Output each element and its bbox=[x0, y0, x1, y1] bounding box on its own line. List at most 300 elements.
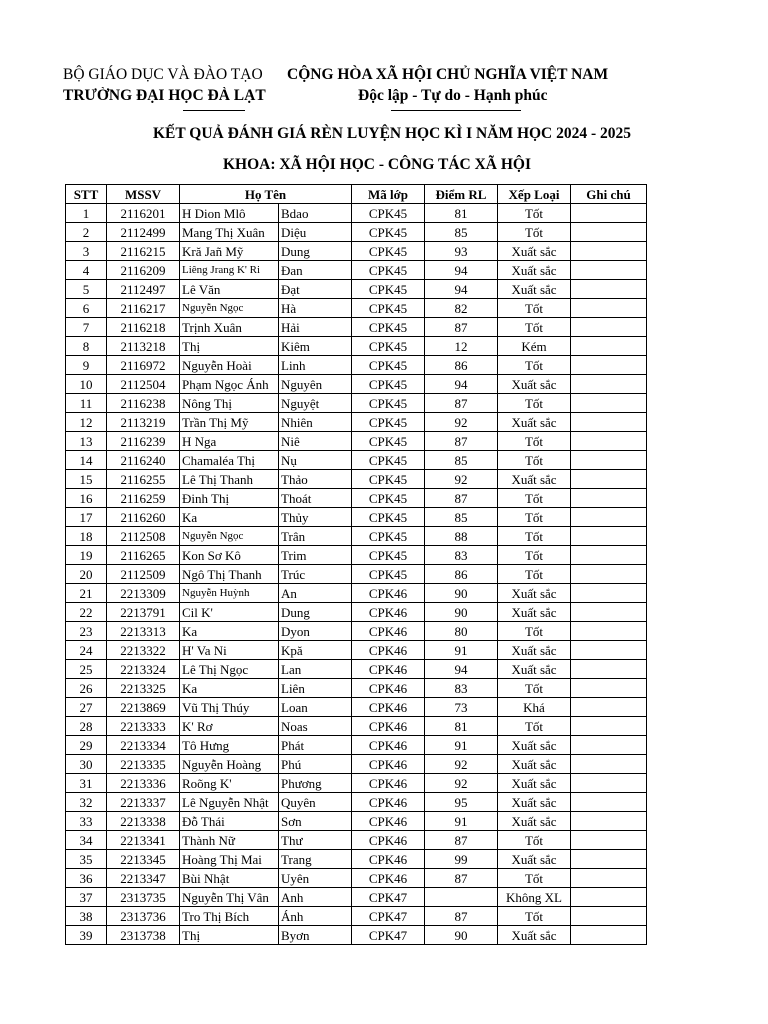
cell-mssv: 2116255 bbox=[107, 470, 180, 489]
cell-ghi-chu bbox=[571, 242, 647, 261]
cell-stt: 7 bbox=[66, 318, 107, 337]
cell-mssv: 2213336 bbox=[107, 774, 180, 793]
cell-ho: Nguyễn Hoài bbox=[180, 356, 279, 375]
cell-diem-rl bbox=[425, 888, 498, 907]
cell-diem-rl: 86 bbox=[425, 356, 498, 375]
cell-xep-loai: Tốt bbox=[498, 204, 571, 223]
cell-ten: Ánh bbox=[279, 907, 352, 926]
cell-ma-lop: CPK46 bbox=[352, 869, 425, 888]
cell-ten: Trang bbox=[279, 850, 352, 869]
cell-ten: Phát bbox=[279, 736, 352, 755]
cell-ma-lop: CPK46 bbox=[352, 660, 425, 679]
header-left-underline bbox=[183, 110, 245, 111]
cell-ten: Hà bbox=[279, 299, 352, 318]
cell-ten: Đạt bbox=[279, 280, 352, 299]
cell-ma-lop: CPK45 bbox=[352, 318, 425, 337]
cell-xep-loai: Tốt bbox=[498, 223, 571, 242]
cell-xep-loai: Không XL bbox=[498, 888, 571, 907]
cell-stt: 35 bbox=[66, 850, 107, 869]
document-title: KẾT QUẢ ĐÁNH GIÁ RÈN LUYỆN HỌC KÌ I NĂM HỌC 2024 - 2025 bbox=[152, 125, 632, 142]
table-row bbox=[66, 337, 647, 356]
cell-mssv: 2116201 bbox=[107, 204, 180, 223]
cell-diem-rl: 85 bbox=[425, 223, 498, 242]
cell-stt: 39 bbox=[66, 926, 107, 945]
cell-ma-lop: CPK47 bbox=[352, 907, 425, 926]
cell-mssv: 2213341 bbox=[107, 831, 180, 850]
cell-diem-rl: 90 bbox=[425, 603, 498, 622]
cell-stt: 38 bbox=[66, 907, 107, 926]
cell-ho: Nguyễn Thị Vân bbox=[180, 888, 279, 907]
cell-diem-rl: 91 bbox=[425, 736, 498, 755]
cell-ghi-chu bbox=[571, 869, 647, 888]
cell-ten: Phú bbox=[279, 755, 352, 774]
cell-xep-loai: Xuất sắc bbox=[498, 774, 571, 793]
table-row bbox=[66, 622, 647, 641]
cell-mssv: 2116238 bbox=[107, 394, 180, 413]
cell-ho: Nguyễn Ngọc bbox=[180, 527, 279, 546]
cell-ma-lop: CPK46 bbox=[352, 774, 425, 793]
cell-stt: 2 bbox=[66, 223, 107, 242]
table-row bbox=[66, 413, 647, 432]
cell-ten: Thoát bbox=[279, 489, 352, 508]
cell-stt: 31 bbox=[66, 774, 107, 793]
cell-diem-rl: 87 bbox=[425, 432, 498, 451]
cell-ghi-chu bbox=[571, 774, 647, 793]
cell-ghi-chu bbox=[571, 527, 647, 546]
cell-ten: Phương bbox=[279, 774, 352, 793]
cell-ho: Phạm Ngọc Ánh bbox=[180, 375, 279, 394]
cell-ten: Trân bbox=[279, 527, 352, 546]
cell-diem-rl: 93 bbox=[425, 242, 498, 261]
cell-mssv: 2116259 bbox=[107, 489, 180, 508]
cell-stt: 37 bbox=[66, 888, 107, 907]
cell-ten: Thảo bbox=[279, 470, 352, 489]
cell-ma-lop: CPK46 bbox=[352, 584, 425, 603]
cell-xep-loai: Tốt bbox=[498, 565, 571, 584]
table-row bbox=[66, 242, 647, 261]
cell-ghi-chu bbox=[571, 489, 647, 508]
cell-stt: 4 bbox=[66, 261, 107, 280]
cell-ghi-chu bbox=[571, 565, 647, 584]
cell-diem-rl: 94 bbox=[425, 375, 498, 394]
cell-ho: Nông Thị bbox=[180, 394, 279, 413]
column-header-mssv: MSSV bbox=[107, 185, 180, 204]
table-row bbox=[66, 812, 647, 831]
cell-stt: 25 bbox=[66, 660, 107, 679]
cell-xep-loai: Xuất sắc bbox=[498, 736, 571, 755]
cell-stt: 17 bbox=[66, 508, 107, 527]
cell-ma-lop: CPK45 bbox=[352, 565, 425, 584]
cell-stt: 5 bbox=[66, 280, 107, 299]
cell-diem-rl: 90 bbox=[425, 926, 498, 945]
cell-ho: Kon Sơ Kô bbox=[180, 546, 279, 565]
cell-ho: Lê Văn bbox=[180, 280, 279, 299]
table-row bbox=[66, 755, 647, 774]
cell-ten: Nguyệt bbox=[279, 394, 352, 413]
header-motto: Độc lập - Tự do - Hạnh phúc bbox=[358, 87, 548, 104]
cell-xep-loai: Tốt bbox=[498, 717, 571, 736]
cell-xep-loai: Xuất sắc bbox=[498, 793, 571, 812]
cell-ten: Linh bbox=[279, 356, 352, 375]
cell-ghi-chu bbox=[571, 584, 647, 603]
cell-ten: Liên bbox=[279, 679, 352, 698]
cell-stt: 34 bbox=[66, 831, 107, 850]
table-row bbox=[66, 318, 647, 337]
table-row bbox=[66, 603, 647, 622]
cell-ghi-chu bbox=[571, 736, 647, 755]
cell-stt: 8 bbox=[66, 337, 107, 356]
cell-ma-lop: CPK45 bbox=[352, 204, 425, 223]
cell-ho: Thị bbox=[180, 926, 279, 945]
cell-ho: H Dion Mlô bbox=[180, 204, 279, 223]
cell-diem-rl: 87 bbox=[425, 907, 498, 926]
cell-diem-rl: 87 bbox=[425, 869, 498, 888]
cell-ho: Lê Nguyễn Nhật bbox=[180, 793, 279, 812]
cell-mssv: 2213791 bbox=[107, 603, 180, 622]
cell-ho: Roõng K' bbox=[180, 774, 279, 793]
table-row bbox=[66, 717, 647, 736]
cell-mssv: 2113218 bbox=[107, 337, 180, 356]
cell-ma-lop: CPK45 bbox=[352, 375, 425, 394]
cell-ma-lop: CPK45 bbox=[352, 394, 425, 413]
cell-stt: 30 bbox=[66, 755, 107, 774]
cell-xep-loai: Tốt bbox=[498, 318, 571, 337]
cell-mssv: 2213333 bbox=[107, 717, 180, 736]
cell-ma-lop: CPK45 bbox=[352, 337, 425, 356]
cell-stt: 23 bbox=[66, 622, 107, 641]
cell-ho: Ka bbox=[180, 622, 279, 641]
cell-xep-loai: Xuất sắc bbox=[498, 850, 571, 869]
cell-diem-rl: 92 bbox=[425, 774, 498, 793]
cell-ho: Mang Thị Xuân bbox=[180, 223, 279, 242]
cell-ghi-chu bbox=[571, 204, 647, 223]
document-subtitle: KHOA: XÃ HỘI HỌC - CÔNG TÁC XÃ HỘI bbox=[222, 156, 531, 173]
table-row bbox=[66, 489, 647, 508]
cell-ma-lop: CPK45 bbox=[352, 432, 425, 451]
cell-ma-lop: CPK46 bbox=[352, 641, 425, 660]
cell-ghi-chu bbox=[571, 318, 647, 337]
cell-xep-loai: Tốt bbox=[498, 299, 571, 318]
cell-ho: Kră Jañ Mỹ bbox=[180, 242, 279, 261]
cell-ho: Tô Hưng bbox=[180, 736, 279, 755]
cell-mssv: 2213335 bbox=[107, 755, 180, 774]
cell-ghi-chu bbox=[571, 280, 647, 299]
cell-xep-loai: Xuất sắc bbox=[498, 375, 571, 394]
table-header-row bbox=[66, 185, 647, 204]
cell-ma-lop: CPK45 bbox=[352, 470, 425, 489]
cell-xep-loai: Xuất sắc bbox=[498, 603, 571, 622]
cell-mssv: 2213309 bbox=[107, 584, 180, 603]
cell-ten: Dyon bbox=[279, 622, 352, 641]
cell-ho: Lê Thị Ngọc bbox=[180, 660, 279, 679]
table-row bbox=[66, 565, 647, 584]
cell-ten: Byơn bbox=[279, 926, 352, 945]
cell-xep-loai: Tốt bbox=[498, 527, 571, 546]
table-row bbox=[66, 926, 647, 945]
cell-xep-loai: Xuất sắc bbox=[498, 413, 571, 432]
cell-ho: Thị bbox=[180, 337, 279, 356]
cell-ghi-chu bbox=[571, 698, 647, 717]
cell-ma-lop: CPK45 bbox=[352, 413, 425, 432]
table-row bbox=[66, 356, 647, 375]
cell-ghi-chu bbox=[571, 603, 647, 622]
cell-xep-loai: Khá bbox=[498, 698, 571, 717]
cell-ghi-chu bbox=[571, 793, 647, 812]
table-row bbox=[66, 451, 647, 470]
cell-mssv: 2116217 bbox=[107, 299, 180, 318]
cell-xep-loai: Tốt bbox=[498, 394, 571, 413]
cell-diem-rl: 85 bbox=[425, 451, 498, 470]
cell-diem-rl: 90 bbox=[425, 584, 498, 603]
table-row bbox=[66, 793, 647, 812]
cell-stt: 15 bbox=[66, 470, 107, 489]
cell-stt: 28 bbox=[66, 717, 107, 736]
cell-ho: H' Va Ni bbox=[180, 641, 279, 660]
cell-ho: Trịnh Xuân bbox=[180, 318, 279, 337]
column-header-diem-rl: Điểm RL bbox=[425, 185, 498, 204]
cell-stt: 14 bbox=[66, 451, 107, 470]
cell-xep-loai: Tốt bbox=[498, 432, 571, 451]
cell-ho: Bùi Nhật bbox=[180, 869, 279, 888]
cell-ma-lop: CPK46 bbox=[352, 831, 425, 850]
cell-ghi-chu bbox=[571, 546, 647, 565]
column-header-xep-loai: Xếp Loại bbox=[498, 185, 571, 204]
cell-ma-lop: CPK46 bbox=[352, 698, 425, 717]
cell-stt: 9 bbox=[66, 356, 107, 375]
cell-ten: Diệu bbox=[279, 223, 352, 242]
cell-ten: Quyên bbox=[279, 793, 352, 812]
cell-ghi-chu bbox=[571, 907, 647, 926]
cell-ho: Ka bbox=[180, 679, 279, 698]
cell-stt: 19 bbox=[66, 546, 107, 565]
cell-stt: 11 bbox=[66, 394, 107, 413]
cell-xep-loai: Xuất sắc bbox=[498, 755, 571, 774]
cell-diem-rl: 92 bbox=[425, 413, 498, 432]
cell-ma-lop: CPK45 bbox=[352, 280, 425, 299]
cell-diem-rl: 85 bbox=[425, 508, 498, 527]
cell-ghi-chu bbox=[571, 375, 647, 394]
cell-diem-rl: 81 bbox=[425, 204, 498, 223]
cell-ghi-chu bbox=[571, 470, 647, 489]
cell-ma-lop: CPK45 bbox=[352, 242, 425, 261]
cell-ho: Trần Thị Mỹ bbox=[180, 413, 279, 432]
cell-mssv: 2112499 bbox=[107, 223, 180, 242]
table-row bbox=[66, 679, 647, 698]
cell-stt: 10 bbox=[66, 375, 107, 394]
cell-diem-rl: 87 bbox=[425, 394, 498, 413]
cell-mssv: 2112508 bbox=[107, 527, 180, 546]
cell-ghi-chu bbox=[571, 679, 647, 698]
cell-ma-lop: CPK46 bbox=[352, 603, 425, 622]
cell-ho: Ngô Thị Thanh bbox=[180, 565, 279, 584]
cell-ghi-chu bbox=[571, 356, 647, 375]
cell-ten: Trim bbox=[279, 546, 352, 565]
cell-ghi-chu bbox=[571, 413, 647, 432]
cell-stt: 13 bbox=[66, 432, 107, 451]
cell-xep-loai: Tốt bbox=[498, 451, 571, 470]
cell-ghi-chu bbox=[571, 660, 647, 679]
cell-xep-loai: Kém bbox=[498, 337, 571, 356]
cell-stt: 21 bbox=[66, 584, 107, 603]
cell-mssv: 2213313 bbox=[107, 622, 180, 641]
cell-diem-rl: 94 bbox=[425, 660, 498, 679]
cell-stt: 6 bbox=[66, 299, 107, 318]
cell-stt: 3 bbox=[66, 242, 107, 261]
cell-diem-rl: 91 bbox=[425, 812, 498, 831]
table-row bbox=[66, 432, 647, 451]
cell-ma-lop: CPK46 bbox=[352, 850, 425, 869]
grades-table bbox=[65, 184, 647, 945]
cell-diem-rl: 87 bbox=[425, 489, 498, 508]
cell-diem-rl: 92 bbox=[425, 470, 498, 489]
cell-ten: Thư bbox=[279, 831, 352, 850]
cell-ma-lop: CPK46 bbox=[352, 622, 425, 641]
table-row bbox=[66, 641, 647, 660]
cell-diem-rl: 94 bbox=[425, 261, 498, 280]
cell-ghi-chu bbox=[571, 261, 647, 280]
cell-ho: Đinh Thị bbox=[180, 489, 279, 508]
cell-mssv: 2213324 bbox=[107, 660, 180, 679]
cell-diem-rl: 83 bbox=[425, 679, 498, 698]
cell-ghi-chu bbox=[571, 451, 647, 470]
cell-ten: Đan bbox=[279, 261, 352, 280]
cell-ten: Thủy bbox=[279, 508, 352, 527]
cell-ma-lop: CPK45 bbox=[352, 356, 425, 375]
cell-ho: K' Rơ bbox=[180, 717, 279, 736]
cell-ma-lop: CPK45 bbox=[352, 299, 425, 318]
cell-ghi-chu bbox=[571, 755, 647, 774]
cell-ten: Loan bbox=[279, 698, 352, 717]
table-row bbox=[66, 660, 647, 679]
cell-xep-loai: Xuất sắc bbox=[498, 660, 571, 679]
cell-mssv: 2113219 bbox=[107, 413, 180, 432]
cell-ma-lop: CPK46 bbox=[352, 679, 425, 698]
cell-xep-loai: Tốt bbox=[498, 831, 571, 850]
cell-diem-rl: 73 bbox=[425, 698, 498, 717]
cell-diem-rl: 12 bbox=[425, 337, 498, 356]
cell-mssv: 2116972 bbox=[107, 356, 180, 375]
cell-mssv: 2313736 bbox=[107, 907, 180, 926]
cell-ghi-chu bbox=[571, 432, 647, 451]
cell-ten: Uyên bbox=[279, 869, 352, 888]
cell-ten: Hải bbox=[279, 318, 352, 337]
cell-ghi-chu bbox=[571, 717, 647, 736]
cell-mssv: 2213345 bbox=[107, 850, 180, 869]
cell-ten: Noas bbox=[279, 717, 352, 736]
cell-stt: 22 bbox=[66, 603, 107, 622]
table-row bbox=[66, 546, 647, 565]
table-row bbox=[66, 850, 647, 869]
cell-diem-rl: 95 bbox=[425, 793, 498, 812]
cell-ma-lop: CPK47 bbox=[352, 888, 425, 907]
cell-ten: Nụ bbox=[279, 451, 352, 470]
cell-stt: 26 bbox=[66, 679, 107, 698]
table-row bbox=[66, 869, 647, 888]
cell-mssv: 2313738 bbox=[107, 926, 180, 945]
cell-diem-rl: 94 bbox=[425, 280, 498, 299]
cell-stt: 16 bbox=[66, 489, 107, 508]
cell-ma-lop: CPK45 bbox=[352, 261, 425, 280]
cell-ten: Sơn bbox=[279, 812, 352, 831]
table-row bbox=[66, 261, 647, 280]
cell-diem-rl: 82 bbox=[425, 299, 498, 318]
cell-xep-loai: Xuất sắc bbox=[498, 280, 571, 299]
cell-stt: 1 bbox=[66, 204, 107, 223]
cell-mssv: 2213347 bbox=[107, 869, 180, 888]
cell-xep-loai: Xuất sắc bbox=[498, 584, 571, 603]
cell-ho: Lê Thị Thanh bbox=[180, 470, 279, 489]
cell-ho: Nguyễn Ngọc bbox=[180, 299, 279, 318]
cell-ho: Chamaléa Thị bbox=[180, 451, 279, 470]
cell-xep-loai: Xuất sắc bbox=[498, 470, 571, 489]
cell-ghi-chu bbox=[571, 394, 647, 413]
cell-xep-loai: Tốt bbox=[498, 622, 571, 641]
cell-ho: Hoàng Thị Mai bbox=[180, 850, 279, 869]
cell-ghi-chu bbox=[571, 223, 647, 242]
cell-stt: 18 bbox=[66, 527, 107, 546]
cell-xep-loai: Tốt bbox=[498, 907, 571, 926]
header-ministry: BỘ GIÁO DỤC VÀ ĐÀO TẠO bbox=[63, 66, 263, 83]
cell-ten: Anh bbox=[279, 888, 352, 907]
cell-diem-rl: 87 bbox=[425, 831, 498, 850]
cell-ma-lop: CPK46 bbox=[352, 793, 425, 812]
table-row bbox=[66, 774, 647, 793]
cell-ma-lop: CPK45 bbox=[352, 508, 425, 527]
cell-xep-loai: Xuất sắc bbox=[498, 641, 571, 660]
cell-mssv: 2116215 bbox=[107, 242, 180, 261]
cell-ho: Vũ Thị Thúy bbox=[180, 698, 279, 717]
cell-ma-lop: CPK45 bbox=[352, 489, 425, 508]
cell-diem-rl: 99 bbox=[425, 850, 498, 869]
cell-ten: An bbox=[279, 584, 352, 603]
cell-mssv: 2116240 bbox=[107, 451, 180, 470]
table-row bbox=[66, 888, 647, 907]
cell-ten: Nhiên bbox=[279, 413, 352, 432]
cell-ho: Đỗ Thái bbox=[180, 812, 279, 831]
cell-mssv: 2116239 bbox=[107, 432, 180, 451]
cell-ma-lop: CPK46 bbox=[352, 812, 425, 831]
table-row bbox=[66, 470, 647, 489]
cell-mssv: 2116209 bbox=[107, 261, 180, 280]
cell-ten: Kiêm bbox=[279, 337, 352, 356]
cell-ho: Thành Nữ bbox=[180, 831, 279, 850]
cell-stt: 29 bbox=[66, 736, 107, 755]
cell-ma-lop: CPK45 bbox=[352, 527, 425, 546]
cell-ten: Lan bbox=[279, 660, 352, 679]
cell-xep-loai: Tốt bbox=[498, 679, 571, 698]
header-republic: CỘNG HÒA XÃ HỘI CHỦ NGHĨA VIỆT NAM bbox=[287, 66, 609, 83]
column-header-ho-ten: Họ Tên bbox=[180, 185, 352, 204]
cell-xep-loai: Tốt bbox=[498, 489, 571, 508]
table-row bbox=[66, 831, 647, 850]
cell-stt: 12 bbox=[66, 413, 107, 432]
cell-stt: 24 bbox=[66, 641, 107, 660]
table-row bbox=[66, 280, 647, 299]
cell-ten: Bdao bbox=[279, 204, 352, 223]
cell-mssv: 2112504 bbox=[107, 375, 180, 394]
cell-ghi-chu bbox=[571, 888, 647, 907]
cell-ma-lop: CPK45 bbox=[352, 546, 425, 565]
cell-mssv: 2213869 bbox=[107, 698, 180, 717]
cell-xep-loai: Tốt bbox=[498, 508, 571, 527]
cell-xep-loai: Tốt bbox=[498, 356, 571, 375]
cell-stt: 33 bbox=[66, 812, 107, 831]
cell-xep-loai: Xuất sắc bbox=[498, 261, 571, 280]
cell-diem-rl: 83 bbox=[425, 546, 498, 565]
cell-ghi-chu bbox=[571, 926, 647, 945]
cell-ghi-chu bbox=[571, 622, 647, 641]
column-header-ghi-chu: Ghi chú bbox=[571, 185, 647, 204]
